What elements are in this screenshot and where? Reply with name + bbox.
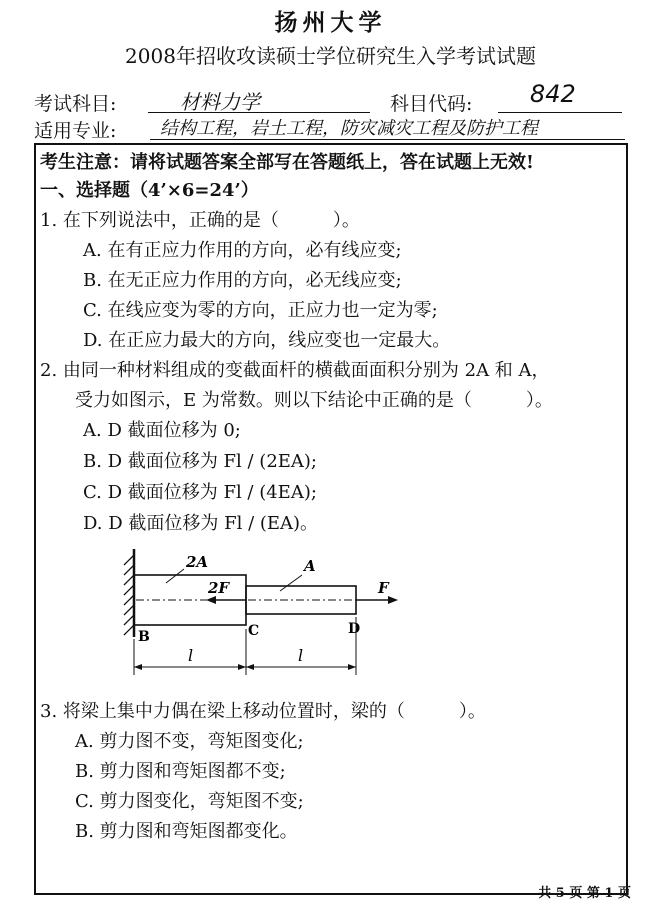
q3-option-a: A. 剪力图不变，弯矩图变化; [75, 731, 304, 752]
page-footer: 共 5 页 第 1 页 [538, 886, 631, 901]
dim-label-right: l [298, 646, 304, 665]
major-underline [150, 139, 625, 140]
subject-value: 材料力学 [180, 90, 260, 114]
notice: 考生注意：请将试题答案全部写在答题纸上，答在试题上无效! [40, 152, 534, 173]
arrow-f-head [388, 596, 398, 604]
q2-option-b: B. D 截面位移为 Fl / (2EA); [83, 451, 317, 472]
dim-arrow-3 [246, 664, 254, 670]
major-value: 结构工程，岩土工程，防灾减灾工程及防护工程 [160, 118, 538, 139]
q2-option-d: D. D 截面位移为 Fl / (EA)。 [83, 513, 319, 534]
q2-stem-cont: 受力如图示，E 为常数。则以下结论中正确的是（ ）。 [75, 390, 553, 411]
q2-option-c: C. D 截面位移为 Fl / (4EA); [83, 482, 317, 503]
label-f: F [378, 579, 389, 597]
university-name: 扬州大学 [274, 9, 387, 36]
q1-option-c: C. 在线应变为零的方向，正应力也一定为零; [83, 300, 438, 321]
subject-label: 考试科目: [34, 93, 117, 115]
dim-arrow-1 [134, 664, 142, 670]
q3-option-c: C. 剪力图变化，弯矩图不变; [75, 791, 304, 812]
arrow-2f-head [206, 596, 216, 604]
exam-title: 2008年招收攻读硕士学位研究生入学考试试题 [125, 44, 536, 68]
dim-label-left: l [188, 646, 194, 665]
q1-stem: 1. 在下列说法中，正确的是（ ）。 [40, 210, 360, 231]
leader-a [280, 575, 302, 591]
code-underline [498, 112, 622, 113]
label-2f: 2F [208, 579, 230, 597]
q1-option-a: A. 在有正应力作用的方向，必有线应变; [83, 240, 402, 261]
subject-underline [148, 112, 370, 113]
label-d: D [348, 621, 361, 637]
label-a: A [304, 557, 316, 575]
major-label: 适用专业: [34, 120, 117, 142]
label-c: C [248, 623, 260, 639]
q3-option-d: B. 剪力图和弯矩图都变化。 [75, 821, 298, 842]
wall-hatch [124, 555, 134, 635]
label-b: B [138, 629, 150, 645]
section-heading: 一、选择题（4’×6=24’） [40, 180, 259, 201]
code-value: 842 [530, 80, 576, 108]
q3-stem: 3. 将梁上集中力偶在梁上移动位置时，梁的（ ）。 [40, 701, 486, 722]
dim-arrow-2 [238, 664, 246, 670]
dim-arrow-4 [348, 664, 356, 670]
q1-option-b: B. 在无正应力作用的方向，必无线应变; [83, 270, 402, 291]
q3-option-b: B. 剪力图和弯矩图都不变; [75, 761, 286, 782]
q2-option-a: A. D 截面位移为 0; [83, 420, 241, 441]
q2-stem: 2. 由同一种材料组成的变截面杆的横截面面积分别为 2A 和 A， [40, 360, 550, 381]
bar-figure [110, 545, 410, 685]
q1-option-d: D. 在正应力最大的方向，线应变也一定最大。 [83, 330, 451, 351]
leader-2a [166, 569, 184, 583]
code-label: 科目代码: [390, 93, 473, 115]
label-2a: 2A [186, 553, 209, 571]
